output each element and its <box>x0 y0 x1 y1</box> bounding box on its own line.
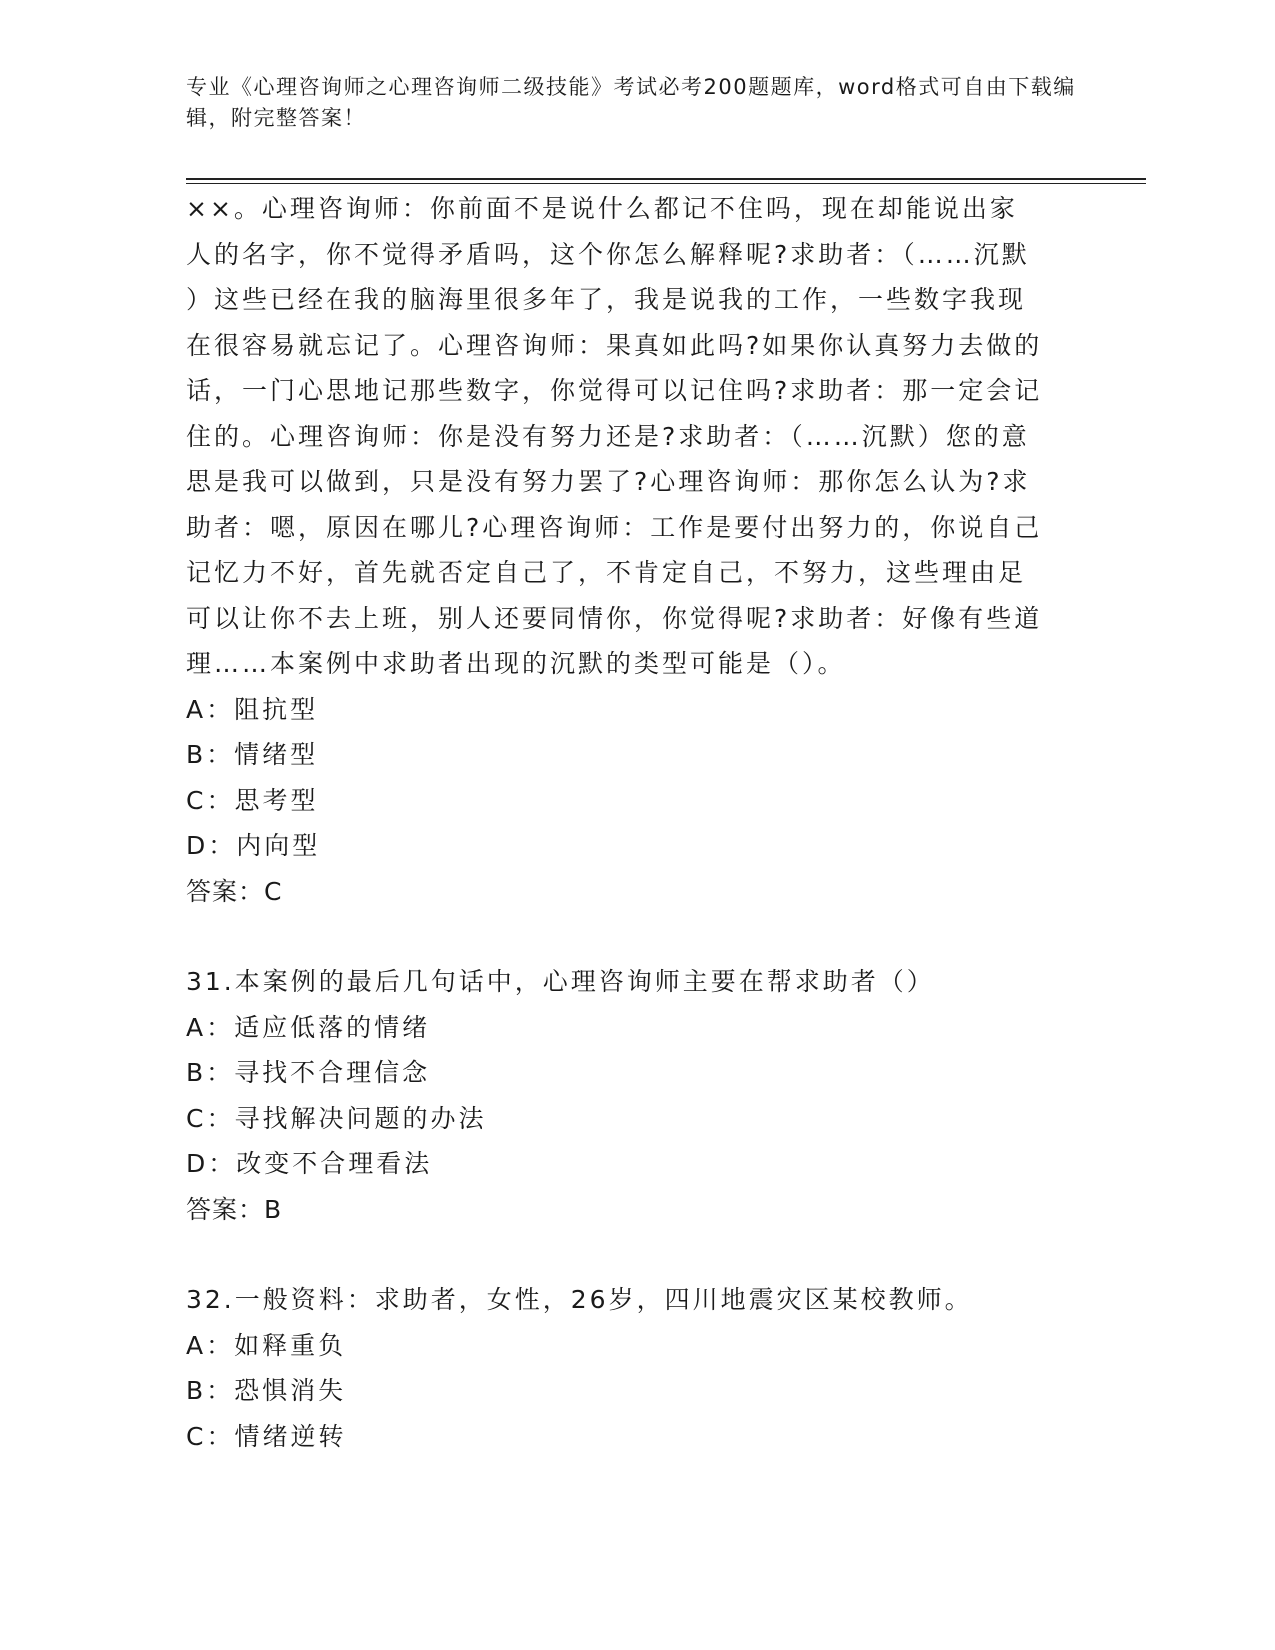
option-b: B：寻找不合理信念 <box>186 1058 431 1087</box>
header-divider-thick <box>186 178 1146 180</box>
spacer <box>186 1232 1076 1277</box>
option-b: B：恐惧消失 <box>186 1376 347 1405</box>
option-d: D：改变不合理看法 <box>186 1149 433 1178</box>
option-c: C：寻找解决问题的办法 <box>186 1103 487 1133</box>
document-header <box>186 72 1086 134</box>
question-31-block <box>186 959 1076 1232</box>
question-30-line: 住的。心理咨询师：你是没有努力还是?求助者：（……沉默）您的意 <box>186 421 1030 451</box>
option-c: C：思考型 <box>186 785 319 815</box>
question-30-line: ××。心理咨询师：你前面不是说什么都记不住吗，现在却能说出家 <box>186 194 1018 223</box>
option-b: B：情绪型 <box>186 740 319 769</box>
spacer <box>186 914 1076 959</box>
option-d: D：内向型 <box>186 831 321 860</box>
option-a: A：适应低落的情绪 <box>186 1012 431 1042</box>
question-30-line: 话，一门心思地记那些数字，你觉得可以记住吗?求助者：那一定会记 <box>186 376 1043 405</box>
question-30-line: 在很容易就忘记了。心理咨询师：果真如此吗?如果你认真努力去做的 <box>186 330 1043 360</box>
header-divider-thin <box>186 183 1146 184</box>
option-c: C：情绪逆转 <box>186 1421 347 1451</box>
question-31-text: 31.本案例的最后几句话中，心理咨询师主要在帮求助者（） <box>186 967 935 996</box>
option-a: A：阻抗型 <box>186 694 319 724</box>
answer-line: 答案：C <box>186 876 283 906</box>
option-a: A：如释重负 <box>186 1330 347 1360</box>
question-30-line: 记忆力不好，首先就否定自己了，不肯定自己，不努力，这些理由足 <box>186 558 1027 587</box>
header-title: 专业《心理咨询师之心理咨询师二级技能》考试必考200题题库，word格式可自由下载编辑，附完整答案！ <box>186 75 1076 130</box>
answer-line: 答案：B <box>186 1194 283 1224</box>
question-30-line: ）这些已经在我的脑海里很多年了，我是说我的工作，一些数字我现 <box>186 285 1027 314</box>
question-32-text: 32.一般资料：求助者，女性，26岁，四川地震灾区某校教师。 <box>186 1285 973 1314</box>
question-30-block <box>186 186 1076 914</box>
question-30-line: 人的名字，你不觉得矛盾吗，这个你怎么解释呢?求助者：（……沉默 <box>186 239 1030 269</box>
question-30-line: 理……本案例中求助者出现的沉默的类型可能是（）。 <box>186 649 846 678</box>
question-30-line: 可以让你不去上班，别人还要同情你，你觉得呢?求助者：好像有些道 <box>186 603 1043 633</box>
document-body <box>186 186 1076 1459</box>
question-30-line: 助者：嗯，原因在哪儿?心理咨询师：工作是要付出努力的，你说自己 <box>186 512 1043 542</box>
question-32-block <box>186 1277 1076 1459</box>
question-30-line: 思是我可以做到，只是没有努力罢了?心理咨询师：那你怎么认为?求 <box>186 467 1031 496</box>
